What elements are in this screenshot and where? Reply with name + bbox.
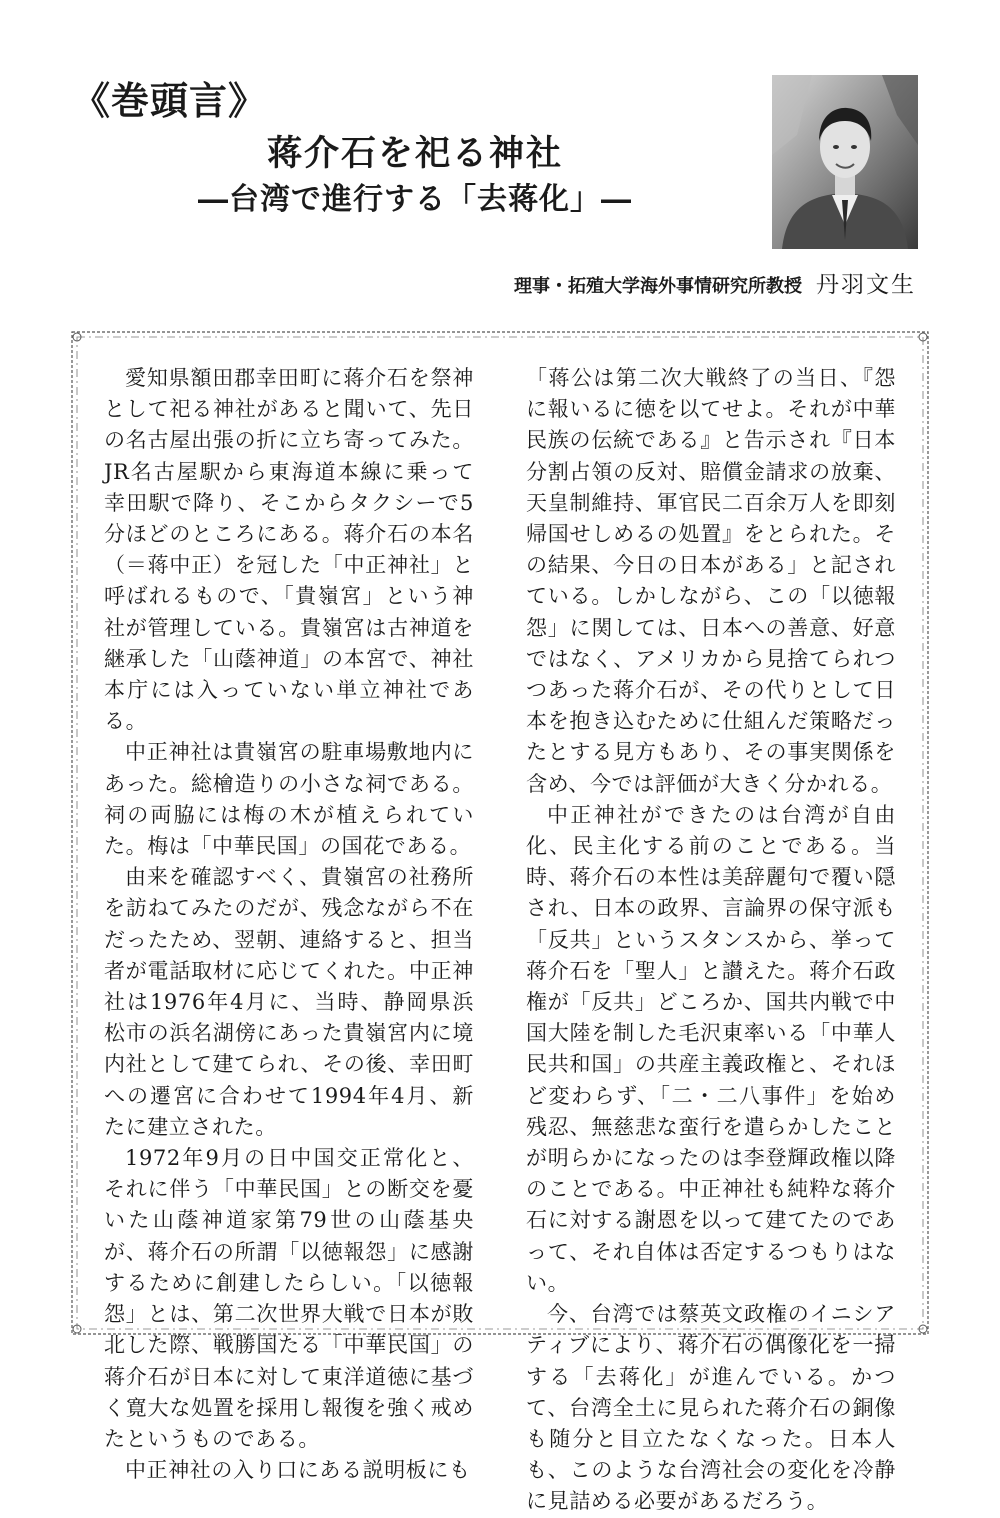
article-subtitle: ―台湾で進行する「去蒋化」― [198,182,632,217]
author-portrait-illustration [772,75,918,249]
paragraph: 中正神社ができたのは台湾が自由化、民主化する前のことである。当時、蒋介石の本性は美辞麗句で覆い隠され、日本の政界、言論界の保守派も「反共」というスタンスから、挙って蒋介石を「聖人」と讃えた。蒋介石政権が「反共」どころか、国共内戦で中国大陸を制した毛沢東率いる「中華人民共和国」の共産主義政権と、それほど変わらず、「二・二八事件」を始め残忍、無慈悲な蛮行を遣らかしたことが明らかになったのは李登輝政権以降のことである。中正神社も純粋な蒋介石に対する謝恩を以って建てたのであって、それ自体は否定するつもりはない。 [526,802,896,1295]
paragraph-quote-continuation: 「蒋公は第二次大戦終了の当日、『怨に報いるに徳を以てせよ。それが中華民族の伝統である』と告示され『日本分割占領の反対、賠償金請求の放棄、天皇制維持、軍官民二百余万人を即刻帰国せしめるの処置』をとられた。その結果、今日の日本がある」と記されている。しかしながら、この「以徳報怨」に関しては、日本への善意、好意ではなく、アメリカから見捨てられつつあった蒋介石が、その代りとして日本を抱き込むために仕組んだ策略だったとする見方もあり、その事実関係を含め、今では評価が大きく分かれる。 [526,366,896,796]
paragraph: 由来を確認すべく、貴嶺宮の社務所を訪ねてみたのだが、残念ながら不在だったため、翌朝、連絡すると、担当者が電話取材に応じてくれた。中正神社は1976年4月に、当時、静岡県浜松市の浜名湖傍にあった貴嶺宮内に境内社として建てられ、その後、幸田町への遷宮に合わせて1994年4月、新たに建立された。 [104,865,474,1139]
paragraph: 今、台湾では蔡英文政権のイニシアティブにより、蒋介石の偶像化を一掃する「去蒋化」が進んでいる。かつて、台湾全土に見られた蒋介石の銅像も随分と目立たなくなった。日本人も、このような台湾社会の変化を冷静に見詰める必要があるだろう。 [526,1302,896,1514]
paragraph: 1972年9月の日中国交正常化と、それに伴う「中華民国」との断交を憂いた山蔭神道家第79世の山蔭基央が、蒋介石の所謂「以徳報怨」に感謝するために創建したらしい。「以徳報怨」とは、第二次世界大戦で日本が敗北した際、戦勝国たる「中華民国」の蒋介石が日本に対して東洋道徳に基づく寛大な処置を採用し報復を強く戒めたというものである。 [104,1146,474,1451]
article-column-right [526,363,896,1518]
byline [514,266,916,299]
paragraph: 中正神社は貴嶺宮の駐車場敷地内にあった。総檜造りの小さな祠である。祠の両脇には梅の木が植えられていた。梅は「中華民国」の国花である。 [104,740,474,859]
author-photo [772,75,918,249]
paragraph: 中正神社の入り口にある説明板にも [125,1458,471,1483]
paragraph: 愛知県額田郡幸田町に蒋介石を祭神として祀る神社があると聞いて、先日の名古屋出張の折に立ち寄ってみた。JR名古屋駅から東海道本線に乗って幸田駅で降り、そこからタクシーで5分ほどのところにある。蒋介石の本名（＝蒋中正）を冠した「中正神社」と呼ばれるもので、「貴嶺宮」という神社が管理している。貴嶺宮は古神道を継承した「山蔭神道」の本宮で、神社本庁には入っていない単立神社である。 [104,366,474,734]
series-label: 《巻頭言》 [72,78,268,123]
article-title: 蒋介石を祀る神社 [266,133,563,174]
author-affiliation: 理事・拓殖大学海外事情研究所教授 [514,276,802,297]
article-column-left [104,363,474,1486]
author-name: 丹羽文生 [816,272,916,298]
